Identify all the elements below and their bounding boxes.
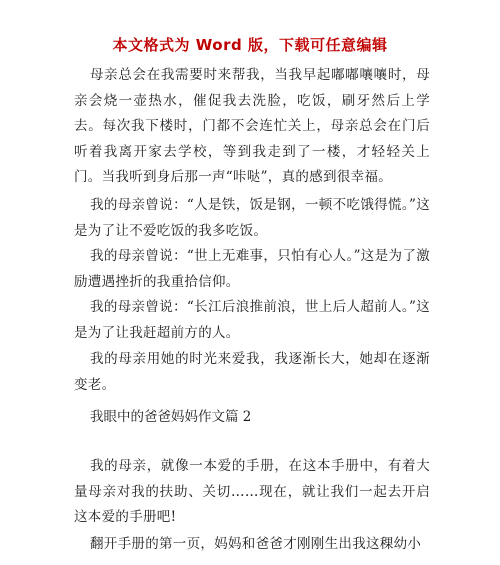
paragraph-text: 母亲总会在我需要时来帮我，当我早起嘟嘟嚷嚷时，母亲会烧一壶热水，催促我去洗脸，吃饭，刷牙然后上学去。每次我下楼时，门都不会连忙关上，母亲总会在门后听着我离开家去学校，等到我走到了一楼，才轻轻关上门。当我听到身后那一声“咔哒”，真的感到很幸福。: [74, 67, 430, 185]
paragraph-2: [74, 193, 430, 244]
document-banner: 本文格式为 Word 版，下载可任意编辑: [112, 36, 388, 54]
paragraph-text: 我的母亲曾说：“长江后浪推前浪，世上后人超前人。”这是为了让我赶超前方的人。: [74, 299, 430, 341]
section-heading: 我眼中的爸爸妈妈作文篇 2: [90, 409, 252, 425]
paragraph-text: 我的母亲曾说：“人是铁，饭是钢，一顿不吃饿得慌。”这是为了让不爱吃饭的我多吃饭。: [74, 197, 430, 239]
paragraph-3: [74, 244, 430, 295]
paragraph-text: 翻开手册的第一页，妈妈和爸爸才刚刚生出我这稞幼小: [90, 536, 422, 552]
paragraph-text: 我的母亲用她的时光来爱我，我逐渐长大，她却在逐渐变老。: [74, 351, 430, 393]
paragraph-text: 我的母亲曾说：“世上无难事，只怕有心人。”这是为了激励遭遇挫折的我重拾信仰。: [74, 248, 430, 290]
paragraph-6: [74, 454, 430, 531]
paragraph-1: [74, 63, 430, 191]
paragraph-5: [74, 347, 430, 398]
paragraph-4: [74, 295, 430, 346]
paragraph-7: [74, 532, 430, 558]
paragraph-text: 我的母亲，就像一本爱的手册，在这本手册中，有着大量母亲对我的扶助、关切……现在，就让我们一起去开启这本爱的手册吧!: [74, 458, 430, 525]
